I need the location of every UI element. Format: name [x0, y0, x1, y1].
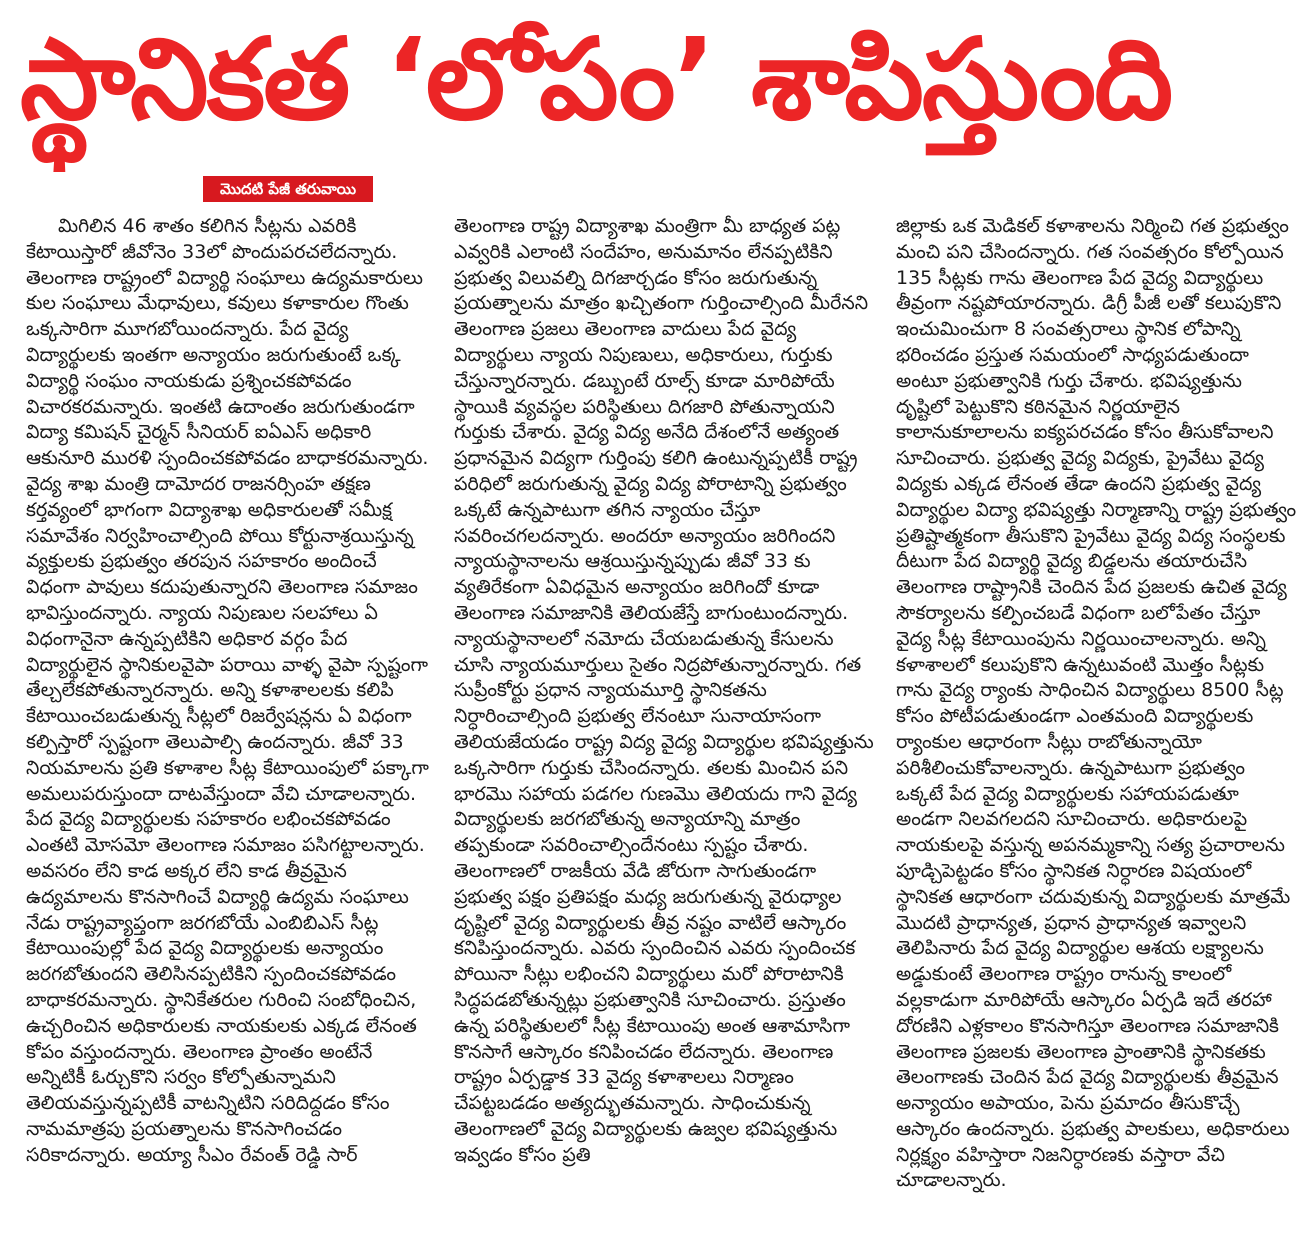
- headline: స్థానికత ‘లోపం’ శాపిస్తుంది: [20, 15, 1172, 145]
- article-column-2: [454, 214, 874, 1168]
- column-1-text: మిగిలిన 46 శాతం కలిగిన సీట్లను ఎవరికి కేటాయిస్తారో జీవోనెం 33లో పొందుపరచలేదన్నారు. తెలంగాణ రాష్ట్రంలో విద్యార్థి సంఘాలు ఉద్యమకారులు కుల సంఘాలు మేధావులు, కవులు కళాకారుల గొంతు ఒక్కసారిగా మూగబోయిందన్నారు. పేద వైద్య విద్యార్థులకు ఇంతగా అన్యాయం జరుగుతుంటే ఒక్క విద్యార్థి సంఘం నాయకుడు ప్రశ్నించకపోవడం విచారకరమన్నారు. ఇంతటి ఉదాంతం జరుగుతుండగా విద్యా కమిషన్ చైర్మన్ సీనియర్ ఐఏఎస్ అధికారి ఆకునూరి మురళి స్పందించకపోవడం బాధాకరమన్నారు. వైద్య శాఖ మంత్రి దామోదర రాజనర్సింహ తక్షణ కర్తవ్యంలో భాగంగా విద్యాశాఖ అధికారులతో సమీక్ష సమావేశం నిర్వహించాల్సింది పోయి కోర్టునాశ్రయిస్తున్న వ్యక్తులకు ప్రభుత్వం తరపున సహకారం అందించే విధంగా పావులు కదుపుతున్నారని తెలంగాణ సమాజం భావిస్తుందన్నారు. న్యాయ నిపుణుల సలహాలు ఏ విధంగానైనా ఉన్నప్పటికిని అధికార వర్గం పేద విద్యార్థులైన స్థానికులవైపా పరాయి వాళ్ళ వైపా స్పష్టంగా తేల్చలేకపోతున్నారన్నారు. అన్ని కళాశాలలకు కలిపి కేటాయించబడుతున్న సీట్లలో రిజర్వేషన్లను ఏ విధంగా కల్పిస్తారో స్పష్టంగా తెలుపాల్సి ఉందన్నారు. జీవో 33 నియమాలను ప్రతి కళాశాల సీట్ల కేటాయింపులో పక్కాగా అమలుపరుస్తుందా దాటవేస్తుందా వేచి చూడాలన్నారు. పేద వైద్య విద్యార్థులకు సహకారం లభించకపోవడం ఎంతటి మోసమో తెలంగాణ సమాజం పసిగట్టాలన్నారు. అవసరం లేని కాడ అక్కర లేని కాడ తీవ్రమైన ఉద్యమాలను కొనసాగించే విద్యార్థి ఉద్యమ సంఘాలు నేడు రాష్ట్రవ్యాప్తంగా జరగబోయే ఎంబిబిఎస్ సీట్ల కేటాయింపుల్లో పేద వైద్య విద్యార్థులకు అన్యాయం జరగబోతుందని తెలిసినప్పటికిని స్పందించకపోవడం బాధాకరమన్నారు. స్థానికేతరుల గురించి సంబోధించిన, ఉచ్చరించిన అధికారులకు నాయకులకు ఎక్కడ లేనంత కోపం వస్తుందన్నారు. తెలంగాణ ప్రాంతం అంటేనే అన్నిటికీ ఓర్చుకొని సర్వం కోల్పోతున్నామని తెలియవస్తున్నప్పటికీ వాటన్నిటిని సరిదిద్దడం కోసం నామమాత్రపు ప్రయత్నాలను కొనసాగించడం సరికాదన్నారు. అయ్యా సీఎం రేవంత్ రెడ్డి సార్: [26, 215, 429, 1166]
- continued-from-front-page-tag: మొదటి పేజీ తరువాయి: [203, 176, 373, 202]
- article-column-1: [26, 214, 434, 1168]
- column-3-text: జిల్లాకు ఒక మెడికల్ కళాశాలను నిర్మించి గత ప్రభుత్వం మంచి పని చేసిందన్నారు. గత సంవత్సరం కోల్పోయిన 135 సీట్లకు గాను తెలంగాణ పేద వైద్య విద్యార్థులు తీవ్రంగా నష్టపోయారన్నారు. డిగ్రీ పీజీ లతో కలుపుకొని ఇంచుమించుగా 8 సంవత్సరాలు స్థానిక లోపాన్ని భరించడం ప్రస్తుత సమయంలో సాధ్యపడుతుందా అంటూ ప్రభుత్వానికి గుర్తు చేశారు. భవిష్యత్తును దృష్టిలో పెట్టుకొని కఠినమైన నిర్ణయాలైన కాలానుకూలాలను ఐక్యపరచడం కోసం తీసుకోవాలని సూచించారు. ప్రభుత్వ వైద్య విద్యకు, ప్రైవేటు వైద్య విద్యకు ఎక్కడ లేనంత తేడా ఉందని ప్రభుత్వ వైద్య విద్యార్థుల విద్యా భవిష్యత్తు నిర్మాణాన్ని రాష్ట్ర ప్రభుత్వం ప్రతిష్టాత్మకంగా తీసుకొని ప్రైవేటు వైద్య విద్య సంస్థలకు దీటుగా పేద విద్యార్థి వైద్య బిడ్డలను తయారుచేసి తెలంగాణ రాష్ట్రానికి చెందిన పేద ప్రజలకు ఉచిత వైద్య సౌకర్యాలను కల్పించబడే విధంగా బలోపేతం చేస్తూ వైద్య సీట్ల కేటాయింపును నిర్ణయించాలన్నారు. అన్ని కళాశాలలో కలుపుకొని ఉన్నటువంటి మొత్తం సీట్లకు గాను వైద్య ర్యాంకు సాధించిన విద్యార్థులు 8500 సీట్ల కోసం పోటీపడుతుండగా ఎంతమంది విద్యార్థులకు ర్యాంకుల ఆధారంగా సీట్లు రాబోతున్నాయో పరిశీలించుకోవాలన్నారు. ఉన్నపాటుగా ప్రభుత్వం ఒక్కటే పేద వైద్య విద్యార్థులకు సహాయపడుతూ అండగా నిలవగలదని సూచించారు. అధికారులపై నాయకులపై వస్తున్న అపనమ్మకాన్ని సత్య ప్రచారాలను పూడ్చిపెట్టడం కోసం స్థానికత నిర్ధారణ విషయంలో స్థానికత ఆధారంగా చదువుకున్న విద్యార్థులకు మాత్రమే మొదటి ప్రాధాన్యత, ప్రధాన ప్రాధాన్యత ఇవ్వాలని తెలిపినారు పేద వైద్య విద్యార్థుల ఆశయ లక్ష్యాలను అడ్డుకుంటే తెలంగాణ రాష్ట్రం రానున్న కాలంలో వల్లకాడుగా మారిపోయే ఆస్కారం ఏర్పడి ఇదే తరహా దోరణిని ఎళ్లకాలం కొనసాగిస్తూ తెలంగాణ సమాజానికి తెలంగాణ ప్రజలకు తెలంగాణ ప్రాంతానికి స్థానికతకు తెలంగాణకు చెందిన పేద వైద్య విద్యార్థులకు తీవ్రమైన అన్యాయం అపాయం, పెను ప్రమాదం తీసుకొచ్చే ఆస్కారం ఉందన్నారు. ప్రభుత్వ పాలకులు, అధికారులు నిర్లక్ష్యం వహిస్తారా నిజనిర్ధారణకు వస్తారా వేచి చూడాలన్నారు.: [896, 215, 1297, 1192]
- column-2-text: తెలంగాణ రాష్ట్ర విద్యాశాఖ మంత్రిగా మీ బాధ్యత పట్ల ఎవ్వరికి ఎలాంటి సందేహం, అనుమానం లేనప్పటికిని ప్రభుత్వ విలువల్ని దిగజార్చడం కోసం జరుగుతున్న ప్రయత్నాలను మాత్రం ఖచ్చితంగా గుర్తించాల్సింది మీరేనని తెలంగాణ ప్రజలు తెలంగాణ వాదులు పేద వైద్య విద్యార్థులు న్యాయ నిపుణులు, అధికారులు, గుర్తుకు చేస్తున్నారన్నారు. డబ్బుంటే రూల్స్ కూడా మారిపోయే స్థాయికి వ్యవస్థల పరిస్థితులు దిగజారి పోతున్నాయని గుర్తుకు చేశారు. వైద్య విద్య అనేది దేశంలోనే అత్యంత ప్రధానమైన విద్యగా గుర్తింపు కలిగి ఉంటున్నప్పటికీ రాష్ట్ర పరిధిలో జరుగుతున్న వైద్య విద్య పోరాటాన్ని ప్రభుత్వం ఒక్కటే ఉన్నపాటుగా తగిన న్యాయం చేస్తూ సవరించగలదన్నారు. అందరూ అన్యాయం జరిగిందని న్యాయస్థానాలను ఆశ్రయిస్తున్నప్పుడు జీవో 33 కు వ్యతిరేకంగా ఏవిధమైన అన్యాయం జరిగిందో కూడా తెలంగాణ సమాజానికి తెలియజేస్తే బాగుంటుందన్నారు. న్యాయస్థానాలలో నమోదు చేయబడుతున్న కేసులను చూసి న్యాయమూర్తులు సైతం నిద్రపోతున్నారన్నారు. గత సుప్రీంకోర్టు ప్రధాన న్యాయమూర్తి స్థానికతను నిర్ధారించాల్సింది ప్రభుత్వ లేనంటూ సునాయాసంగా తెలియజేయడం రాష్ట్ర విద్య వైద్య విద్యార్థుల భవిష్యత్తును ఒక్కసారిగా గుర్తుకు చేసిందన్నారు. తలకు మించిన పని భారమొ సహాయ పడగల గుణమొ తెలియదు గాని వైద్య విద్యార్థులకు జరగబోతున్న అన్యాయాన్ని మాత్రం తప్పకుండా సవరించాల్సిందేనంటు స్పష్టం చేశారు. తెలంగాణలో రాజకీయ వేడి జోరుగా సాగుతుండగా ప్రభుత్వ పక్షం ప్రతిపక్షం మధ్య జరుగుతున్న వైరుధ్యాల దృష్టిలో వైద్య విద్యార్థులకు తీవ్ర నష్టం వాటిలే ఆస్కారం కనిపిస్తుందన్నారు. ఎవరు స్పందించిన ఎవరు స్పందించక పోయినా సీట్లు లభించని విద్యార్థులు మరో పోరాటానికి సిద్ధపడబోతున్నట్లు ప్రభుత్వానికి సూచించారు. ప్రస్తుతం ఉన్న పరిస్థితులలో సీట్ల కేటాయింపు అంత ఆశామాసిగా కొనసాగే ఆస్కారం కనిపించడం లేదన్నారు. తెలంగాణ రాష్ట్రం ఏర్పడ్డాక 33 వైద్య కళాశాలలు నిర్మాణం చేపట్టబడడం అత్యద్భుతమన్నారు. సాధించుకున్న తెలంగాణలో వైద్య విద్యార్థులకు ఉజ్వల భవిష్యత్తును ఇవ్వడం కోసం ప్రతి: [454, 215, 874, 1166]
- article-column-3: [896, 214, 1298, 1194]
